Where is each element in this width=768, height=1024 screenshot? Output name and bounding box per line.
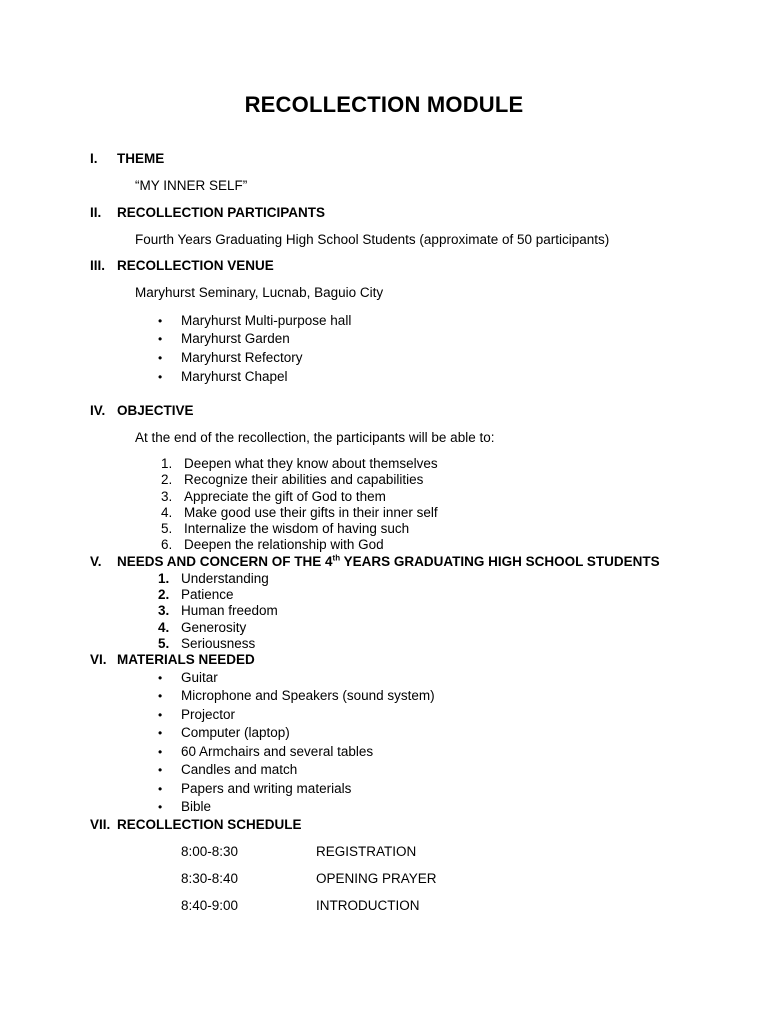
bullet-icon: • (158, 708, 163, 722)
list-item: 60 Armchairs and several tables (181, 744, 374, 759)
list-item: Bible (181, 799, 212, 814)
list-item: Candles and match (181, 762, 298, 777)
objective-text: At the end of the recollection, the participants will be able to: (135, 430, 495, 445)
list-item: Appreciate the gift of God to them (184, 489, 386, 504)
section-title-theme: THEME (117, 151, 165, 166)
list-item: Generosity (181, 620, 247, 635)
list-item: Maryhurst Chapel (181, 369, 288, 384)
bullet-icon: • (158, 314, 163, 328)
list-item: Computer (laptop) (181, 725, 290, 740)
list-number: 3. (158, 603, 170, 618)
list-number: 5. (161, 521, 173, 536)
list-number: 2. (158, 587, 170, 602)
list-number: 4. (158, 620, 170, 635)
schedule-time: 8:00-8:30 (181, 844, 239, 859)
list-number: 4. (161, 505, 173, 520)
list-item: Patience (181, 587, 234, 602)
section-numeral: IV. (90, 403, 106, 418)
section-title-participants: RECOLLECTION PARTICIPANTS (117, 205, 325, 220)
list-number: 1. (161, 456, 173, 471)
list-number: 6. (161, 537, 173, 552)
section-title-needs (117, 554, 660, 569)
bullet-icon: • (158, 763, 163, 777)
list-number: 3. (161, 489, 173, 504)
list-item: Projector (181, 707, 236, 722)
schedule-event: INTRODUCTION (316, 898, 420, 913)
theme-text: “MY INNER SELF” (135, 178, 248, 193)
list-item: Maryhurst Refectory (181, 350, 303, 365)
list-item: Recognize their abilities and capabilities (184, 472, 424, 487)
needs-title-superscript: th (332, 553, 341, 563)
list-item: Maryhurst Garden (181, 331, 290, 346)
bullet-icon: • (158, 370, 163, 384)
list-item: Deepen the relationship with God (184, 537, 384, 552)
section-numeral: VI. (90, 652, 107, 667)
section-numeral: III. (90, 258, 106, 273)
section-numeral: V. (90, 554, 102, 569)
needs-title-part: NEEDS AND CONCERN OF THE 4 (117, 554, 333, 569)
section-title-schedule: RECOLLECTION SCHEDULE (117, 817, 302, 832)
schedule-time: 8:40-9:00 (181, 898, 239, 913)
section-numeral: VII. (90, 817, 111, 832)
bullet-icon: • (158, 745, 163, 759)
list-item: Internalize the wisdom of having such (184, 521, 410, 536)
document-title: RECOLLECTION MODULE (244, 92, 524, 117)
needs-title-part: YEARS GRADUATING HIGH SCHOOL STUDENTS (340, 554, 660, 569)
participants-text: Fourth Years Graduating High School Students (approximate of 50 participants) (135, 232, 610, 247)
list-number: 1. (158, 571, 170, 586)
section-title-materials: MATERIALS NEEDED (117, 652, 255, 667)
bullet-icon: • (158, 671, 163, 685)
list-item: Deepen what they know about themselves (184, 456, 438, 471)
section-title-objective: OBJECTIVE (117, 403, 194, 418)
list-item: Seriousness (181, 636, 256, 651)
list-item: Maryhurst Multi-purpose hall (181, 313, 352, 328)
list-item: Microphone and Speakers (sound system) (181, 688, 435, 703)
venue-text: Maryhurst Seminary, Lucnab, Baguio City (135, 285, 384, 300)
list-number: 5. (158, 636, 170, 651)
section-numeral: I. (90, 151, 98, 166)
bullet-icon: • (158, 726, 163, 740)
list-item: Understanding (181, 571, 269, 586)
list-item: Human freedom (181, 603, 278, 618)
bullet-icon: • (158, 782, 163, 796)
bullet-icon: • (158, 332, 163, 346)
section-title-venue: RECOLLECTION VENUE (117, 258, 274, 273)
schedule-time: 8:30-8:40 (181, 871, 239, 886)
bullet-icon: • (158, 351, 163, 365)
bullet-icon: • (158, 800, 163, 814)
schedule-event: REGISTRATION (316, 844, 417, 859)
list-item: Make good use their gifts in their inner self (184, 505, 438, 520)
list-item: Guitar (181, 670, 218, 685)
bullet-icon: • (158, 689, 163, 703)
list-item: Papers and writing materials (181, 781, 352, 796)
list-number: 2. (161, 472, 173, 487)
section-numeral: II. (90, 205, 102, 220)
schedule-event: OPENING PRAYER (316, 871, 437, 886)
